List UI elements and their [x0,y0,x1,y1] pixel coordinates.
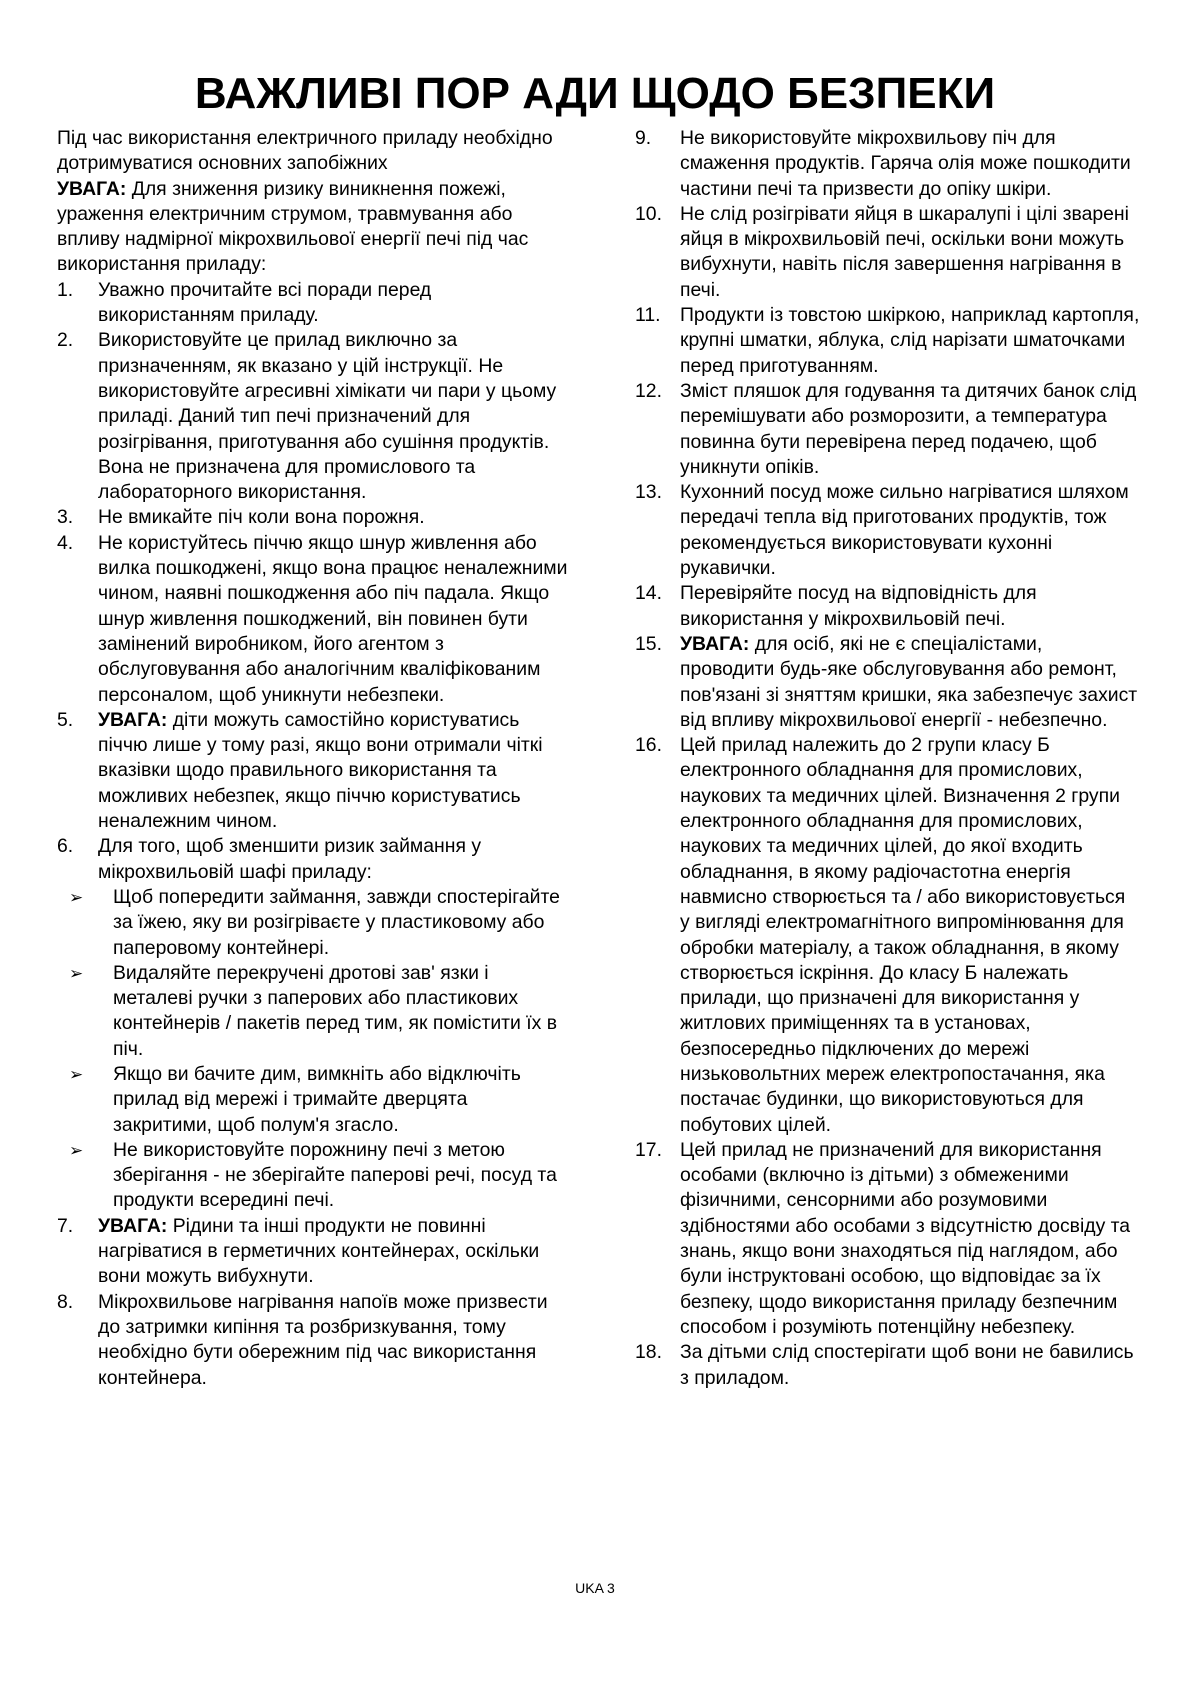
item-number: 12. [635,379,662,402]
list-item-3 [57,505,571,530]
item-text: Зміст пляшок для годування та дитячих банок слід перемішувати або розморозити, а температура повинна бути перевірена перед подачею, щоб уникнути опіків. [680,379,1137,478]
item-text [57,708,571,834]
list-item-14 [635,581,1140,632]
right-column [635,126,1140,1391]
warning-label: УВАГА: [57,177,127,200]
item-text [635,632,1140,733]
item-number: 18. [635,1341,662,1364]
item-text: Не користуйтесь піччю якщо шнур живлення або вилка пошкоджені, якщо вона працює неналежними чином, наявні пошкодження або піч падала. Якщо шнур живлення пошкоджений, він повинен бути замінений виробником, його агентом з обслуговування або аналогічним кваліфікованим персоналом, щоб уникнути небезпеки. [98,531,568,706]
list-item-17 [635,1138,1140,1340]
list-item-12 [635,379,1140,480]
item-text: Кухонний посуд може сильно нагріватися шляхом передачі тепла від приготованих продуктів, тож рекомендується використовувати кухонні рукавички. [680,481,1129,580]
arrow-bullet-icon: ➢ [69,1064,84,1084]
list-item-16 [635,733,1140,1138]
item-text: Цей прилад не призначений для використання особами (включно із дітьми) з обмеженими фізичними, сенсорними або розумовими здібностями або особами з відсутністю досвіду та знань, якщо вони знаходяться під наглядом, або були інструктовані особою, що відповідає за їх безпеку, щодо використання приладу безпечним способом і розуміють потенційну небезпеку. [680,1138,1131,1338]
item-number: 17. [635,1138,662,1161]
list-item-18 [635,1340,1140,1391]
sub-item [57,885,571,961]
sub-item [57,1138,571,1214]
item-text: Перевіряйте посуд на відповідність для використання у мікрохвильовій печі. [680,582,1037,630]
list-item-5 [57,708,571,834]
page-title: ВАЖЛИВІ ПОР АДИ ЩОДО БЕЗПЕКИ [194,69,996,118]
sub-item [57,961,571,1062]
item-number: 5. [57,708,74,731]
list-item-4 [57,531,571,708]
item-number: 8. [57,1290,74,1313]
list-item-8 [57,1290,571,1391]
left-column [57,126,571,1391]
item-number: 10. [635,202,662,225]
item-text: За дітьми слід спостерігати щоб вони не бавились з приладом. [680,1341,1134,1389]
item-number: 15. [635,632,662,655]
item-number: 16. [635,734,662,757]
warning-label: УВАГА: [98,708,168,731]
item-number: 2. [57,329,74,352]
arrow-bullet-icon: ➢ [69,887,84,907]
list-item-15 [635,632,1140,733]
item-text-rest: Рідини та інші продукти не повинні нагріватися в герметичних контейнерах, оскільки вони можуть вибухнути. [98,1214,540,1288]
arrow-bullet-icon: ➢ [69,1140,84,1160]
list-item-7 [57,1214,571,1290]
intro-line-1: Під час використання електричного приладу необхідно дотримуватися основних запобіжних [57,127,553,175]
item-text: Цей прилад належить до 2 групи класу Б електронного обладнання для промислових, наукових та медичних цілей. Визначення 2 групи електронного обладнання для промислових, наукових та медичних цілей, до якої входить обладнання, в якому радіочастотна енергія навмисно створюється та / або використовується у вигляді електромагнітного випромінювання для обробки матеріалу, а також обладнання, в якому створюється іскріння. До класу Б належать прилади, що призначені для використання у житлових приміщеннях та в установах, безпосередньо підключених до мережі низьковольтних мереж електропостачання, яка постачає будинки, що використовуються для побутових цілей. [680,734,1126,1136]
item-text: Не слід розігрівати яйця в шкаралупі і цілі зварені яйця в мікрохвильовій печі, оскільки вони можуть вибухнути, навіть після завершення нагрівання в печі. [680,202,1129,301]
sub-item-text: Щоб попередити займання, завжди спостерігайте за їжею, яку ви розігріваєте у пластиковому або паперовому контейнері. [113,885,560,959]
item-number: 7. [57,1214,74,1237]
sub-item [57,1062,571,1138]
sub-item-text: Не використовуйте порожнину печі з метою зберігання - не зберігайте паперові речі, посуд та продукти всередині печі. [113,1138,557,1212]
item-number: 9. [635,127,652,149]
item-text: Уважно прочитайте всі поради перед використанням приладу. [98,278,432,327]
item-number: 3. [57,506,74,529]
page-number: UKA 3 [575,1580,615,1596]
item-number: 14. [635,582,662,605]
list-item-2 [57,328,571,505]
item-text-rest: для осіб, які не є спеціалістами, проводити будь-яке обслуговування або ремонт, пов'язані зі зняттям кришки, яка забезпечує захист від впливу мікрохвильової енергії - небезпечно. [680,632,1138,731]
item-text-rest: діти можуть самостійно користуватись піччю лише у тому разі, якщо вони отримали чіткі вказівки щодо правильного використання та можливих небезпек, якщо піччю користуватись неналежним чином. [98,708,543,833]
item-text: Продукти із товстою шкіркою, наприклад картопля, крупні шматки, яблука, слід нарізати шматочками перед приготуванням. [680,304,1140,377]
list-item-13 [635,480,1140,581]
item-number: 6. [57,835,74,858]
item-text [57,1214,571,1290]
sub-item-text: Видаляйте перекручені дротові зав' язки і металеві ручки з паперових або пластикових контейнерів / пакетів перед тим, як помістити їх в піч. [113,961,558,1060]
list-item-11 [635,303,1140,379]
sub-item-text: Якщо ви бачите дим, вимкніть або відключіть прилад від мережі і тримайте дверцята закритими, щоб полум'я згасло. [113,1062,521,1136]
list-item-1 [57,278,571,329]
item-text: Не вмикайте піч коли вона порожня. [98,506,425,529]
item-text: Мікрохвильове нагрівання напоїв може призвести до затримки кипіння та розбризкування, тому необхідно бути обережним під час використання контейнера. [98,1290,548,1389]
arrow-bullet-icon: ➢ [69,963,84,983]
item-number: 4. [57,531,74,554]
item-text: Використовуйте це прилад виключно за призначенням, як вказано у цій інструкції. Не використовуйте агресивні хімікати чи пари у цьому приладі. Даний тип печі призначений для розігрівання, приготування або сушіння продуктів. Вона не призначена для промислового та лабораторного використання. [98,329,557,504]
item-text: Не використовуйте мікрохвильову піч для смаження продуктів. Гаряча олія може пошкодити частини печі та призвести до опіку шкіри. [680,127,1131,200]
warning-label: УВАГА: [680,632,750,655]
intro-warning [57,177,571,278]
warning-label: УВАГА: [98,1214,168,1237]
list-item-9 [635,126,1140,202]
list-item-6 [57,834,571,885]
item-number: 11. [635,304,661,327]
intro-line-2: Для зниження ризику виникнення пожежі, ураження електричним струмом, травмування або впливу надмірної мікрохвильової енергії печі під час використання приладу: [57,177,529,276]
intro-paragraph [57,126,571,278]
item-number: 1. [57,278,74,301]
item-text: Для того, щоб зменшити ризик займання у мікрохвильовій шафі приладу: [98,835,482,883]
list-item-10 [635,202,1140,303]
item-number: 13. [635,481,662,504]
